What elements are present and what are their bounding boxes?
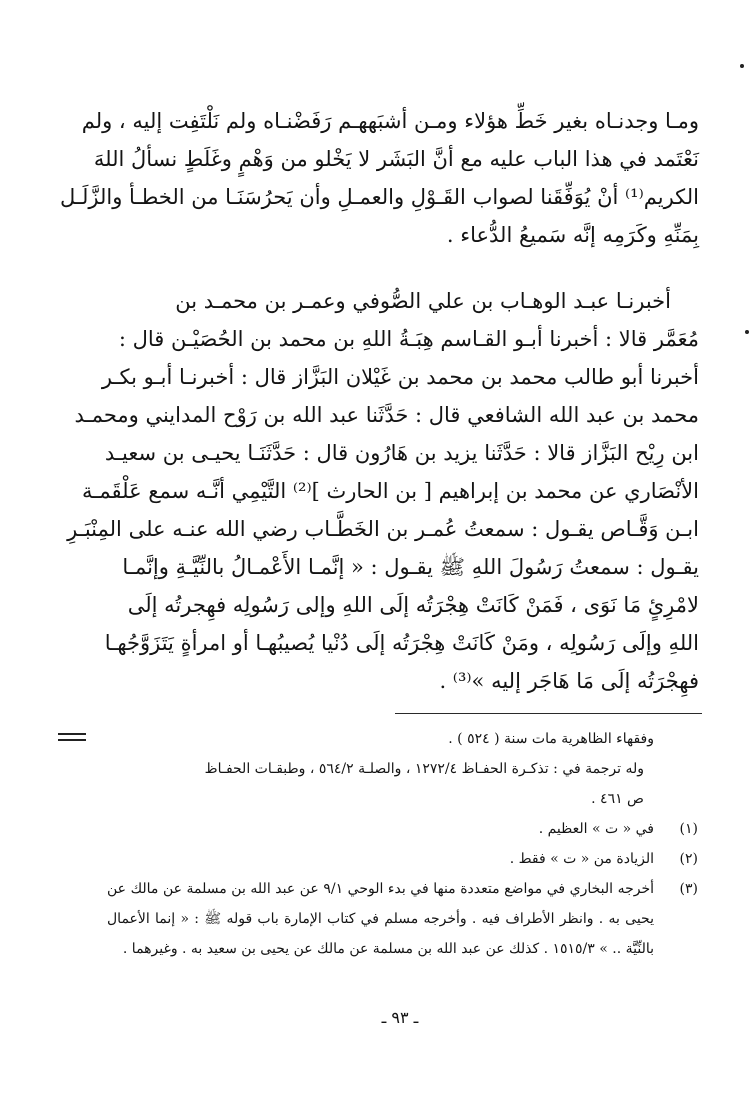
text-line: نَعْتَمد في هذا الباب عليه مع أنَّ البَشَر لا يَخْلو من وَهْمٍ وغَلَطٍ نسألُ اللهَ — [93, 147, 699, 171]
footnote-text: أخرجه البخاري في مواضع متعددة منها في بدء الوحي ٩/١ عن عبد الله بن مسلمة عن مالك عن يحيى به . وانظر الأطراف فيه . وأخرجه مسلم في كتاب الإمارة باب قوله ﷺ : « إنما الأعمال بالنِّيَّة .. » ١٥١٥/٣ . كذلك عن عبد الله بن مسلمة عن مالك عن يحيى بن سعيد به . وغيرهما . — [107, 881, 654, 957]
footnote-number: (٣) — [679, 881, 698, 897]
text-line: مُعَمَّر قالا : أخبرنا أبـو القـاسم هِبَـةُ اللهِ بن محمد بن الحُصَيْـن قال : — [118, 327, 699, 351]
text-line: اللهِ وإلَى رَسُولِه ، ومَنْ كَانَتْ هِجْرَتُه إلَى دُنْيا يُصيبُهـا أو امرأةٍ يَتَزَوَّجُهـا — [104, 631, 699, 655]
page-number: ـ ٩٣ ـ — [381, 1008, 419, 1027]
text-line: بِمَنِّهِ وكَرَمِه إنَّه سَميعُ الدُّعاء . — [446, 223, 699, 247]
footnote-item — [107, 874, 702, 964]
footnote-number: (١) — [679, 821, 698, 837]
text-line: فهِجْرَتُه إلَى مَا هَاجَر إليه »⁽³⁾ . — [439, 669, 699, 693]
footnote-line: وله ترجمة في : تذكـرة الحفـاظ ١٢٧٢/٤ ، والصلـة ٥٦٤/٢ ، وطبقـات الحفـاظ — [204, 761, 644, 777]
text-line: أخبرنـا عبـد الوهـاب بن علي الصُّوفي وعمـر بن محمـد بن — [175, 289, 671, 313]
footnote-separator — [395, 713, 702, 714]
margin-speck — [740, 64, 744, 68]
main-paragraph-2 — [67, 282, 699, 700]
footnote-line: ص ٤٦١ . — [591, 791, 644, 807]
footnote-item — [107, 814, 702, 844]
footnote-line: وفقهاء الظاهرية مات سنة ( ٥٢٤ ) . — [448, 731, 654, 747]
text-line: الأنْصَاري عن محمد بن إبراهيم [ بن الحارث ]⁽²⁾ التَّيْمِي أنَّـه سمع عَلْقَمـة — [81, 479, 699, 503]
text-line: ابـن وَقَّـاص يقـول : سمعتُ عُمـر بن الخَطَّـاب رضي الله عنـه على المِنْبَـرِ — [67, 517, 699, 541]
text-line: الكريم⁽¹⁾ أنْ يُوَفِّقَنا لصواب القَـوْلِ والعمـلِ وأن يَحرُسَنَـا من الخطـأ والزَّلَـل — [59, 185, 699, 209]
text-line: ابن رِيْح البَزَّاز قالا : حَدَّثَنا يزيد بن هَارُون قال : حَدَّثَنَـا يحيـى بن سعيـد — [104, 441, 699, 465]
text-line: يقـول : سمعتُ رَسُولَ اللهِ ﷺ يقـول : « إنَّمـا الأَعْمـالُ بالنِّيَّـةِ وإنَّمـا — [122, 555, 699, 579]
footnote-continuation-mark — [58, 733, 86, 741]
margin-speck — [745, 330, 749, 334]
text-line: ومـا وجدنـاه بغير خَطِّ هؤلاء ومـن أشبَههـم رَفَضْنـاه ولم نَلْتَفِت إليه ، ولم — [81, 109, 699, 133]
text-line: لامْرِئٍ مَا نَوَى ، فَمَنْ كَانَتْ هِجْرَتُه إلَى اللهِ وإلى رَسُولِه فهِجرتُه إلَى — [127, 593, 699, 617]
footnote-list — [107, 814, 702, 964]
main-paragraph-1 — [59, 102, 699, 254]
footnote-item — [107, 844, 702, 874]
footnote-text: الزيادة من « ت » فقط . — [509, 851, 654, 867]
footnote-text: في « ت » العظيم . — [538, 821, 654, 837]
footnote-continuation — [107, 724, 702, 814]
text-line: أخبرنا أبو طالب محمد بن محمد بن غَيْلان البَزَّاز قال : أخبرنـا أبـو بكـر — [101, 365, 699, 389]
text-line: محمد بن عبد الله الشافعي قال : حَدَّثَنا عبد الله بن رَوْح المدايني ومحمـد — [74, 403, 699, 427]
footnote-number: (٢) — [679, 851, 698, 867]
